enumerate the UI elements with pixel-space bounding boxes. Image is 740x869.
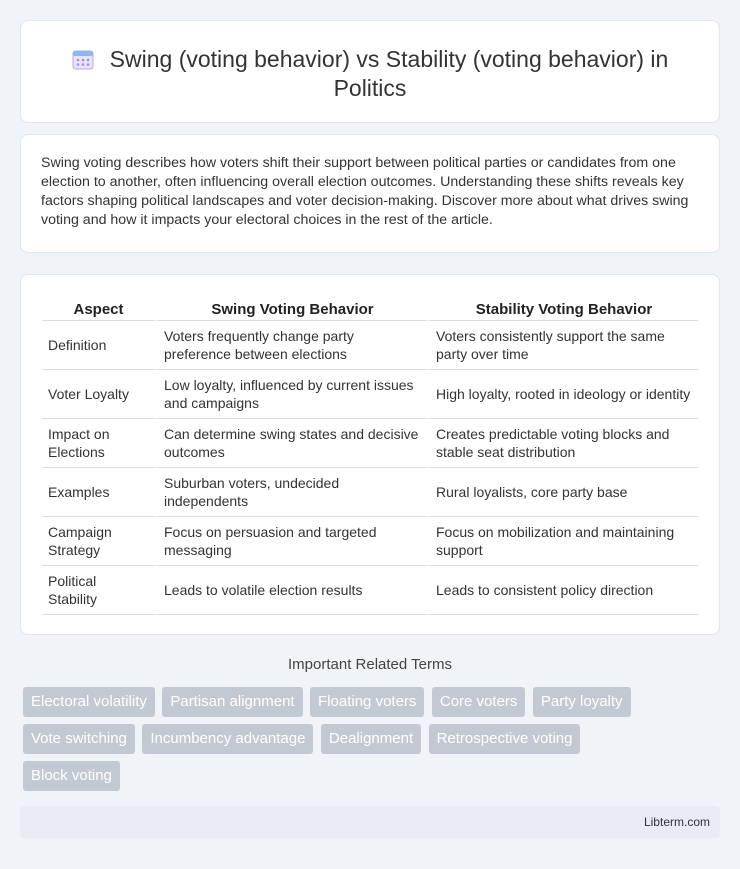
related-terms-title: Important Related Terms xyxy=(288,656,452,673)
row-stability: Voters consistently support the same party over time xyxy=(427,321,698,370)
related-term-tag[interactable]: Party loyalty xyxy=(533,687,631,717)
footer-site-link[interactable]: Libterm.com xyxy=(643,815,710,829)
row-swing: Leads to volatile election results xyxy=(155,566,427,615)
row-aspect: Examples xyxy=(42,468,155,517)
related-term-tag[interactable]: Dealignment xyxy=(321,724,421,754)
row-stability: Focus on mobilization and maintaining support xyxy=(427,517,698,566)
page-title-wrap xyxy=(21,45,719,103)
table-row xyxy=(42,321,698,370)
comparison-table xyxy=(42,295,698,615)
related-term-tag[interactable]: Partisan alignment xyxy=(162,687,302,717)
row-swing: Low loyalty, influenced by current issues and campaigns xyxy=(155,370,427,419)
related-term-tag[interactable]: Floating voters xyxy=(310,687,424,717)
row-stability: Leads to consistent policy direction xyxy=(427,566,698,615)
footer xyxy=(20,806,720,838)
row-swing: Voters frequently change party preference between elections xyxy=(155,321,427,370)
row-aspect: Impact on Elections xyxy=(42,419,155,468)
comparison-card xyxy=(20,274,720,635)
related-term-tag[interactable]: Core voters xyxy=(432,687,526,717)
related-term-tag[interactable]: Electoral volatility xyxy=(23,687,155,717)
row-stability: Rural loyalists, core party base xyxy=(427,468,698,517)
row-stability: Creates predictable voting blocks and stable seat distribution xyxy=(427,419,698,468)
table-row xyxy=(42,468,698,517)
row-swing: Can determine swing states and decisive outcomes xyxy=(155,419,427,468)
related-term-tag[interactable]: Vote switching xyxy=(23,724,135,754)
row-aspect: Campaign Strategy xyxy=(42,517,155,566)
related-term-tag[interactable]: Retrospective voting xyxy=(429,724,581,754)
header-aspect: Aspect xyxy=(42,295,155,321)
row-aspect: Political Stability xyxy=(42,566,155,615)
table-row xyxy=(42,566,698,615)
intro-text: Swing voting describes how voters shift their support between political parties or candidates from one election to another, often influencing overall election outcomes. Understanding these shifts reveals key factors shaping political landscapes and voter decision-making. Discover more about what drives swing voting and how it impacts your electoral choices in the rest of the article. xyxy=(41,155,689,228)
table-row xyxy=(42,370,698,419)
row-aspect: Definition xyxy=(42,321,155,370)
related-term-tag[interactable]: Block voting xyxy=(23,761,120,791)
row-swing: Focus on persuasion and targeted messaging xyxy=(155,517,427,566)
table-row xyxy=(42,419,698,468)
table-header-row xyxy=(42,295,698,321)
calendar-icon xyxy=(72,48,94,70)
row-stability: High loyalty, rooted in ideology or identity xyxy=(427,370,698,419)
related-terms-list xyxy=(23,687,683,798)
related-term-tag[interactable]: Incumbency advantage xyxy=(142,724,313,754)
intro-card xyxy=(20,134,720,253)
header-stability: Stability Voting Behavior xyxy=(427,295,698,321)
row-aspect: Voter Loyalty xyxy=(42,370,155,419)
page-title: Swing (voting behavior) vs Stability (voting behavior) in Politics xyxy=(109,46,669,101)
title-card xyxy=(20,20,720,123)
header-swing: Swing Voting Behavior xyxy=(155,295,427,321)
table-row xyxy=(42,517,698,566)
row-swing: Suburban voters, undecided independents xyxy=(155,468,427,517)
